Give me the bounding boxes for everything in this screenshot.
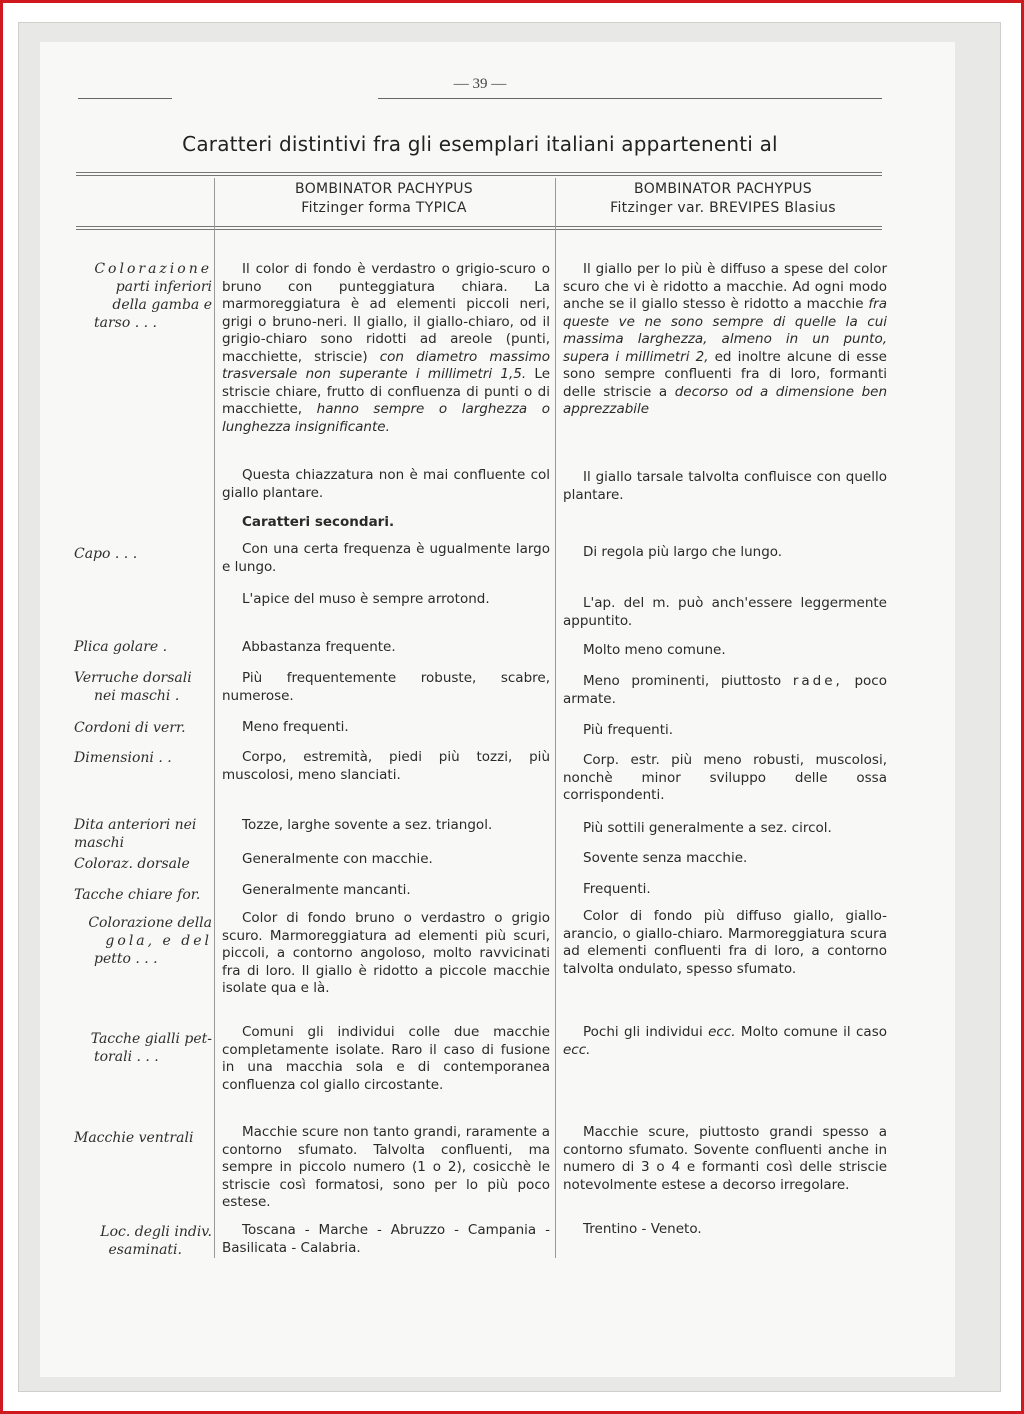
brevipes-verruche [563,673,887,708]
brevipes-tacche-gialli-d: ecc. [563,1041,591,1058]
caratteri-secondari-heading: Caratteri secondari. [242,514,395,530]
label-colorazione-dorsale: Coloraz. dorsale [74,856,190,872]
brevipes-tacche-gialli-b: ecc. [708,1024,736,1040]
typica-capo-p1: Con una certa frequenza è ugualmente largo e lungo. [222,541,550,575]
header-bottom-rule-double [76,229,882,230]
typica-plica: Abbastanza frequente. [242,639,396,655]
label-tacche-gialli-l1: Tacche gialli pet- [90,1031,212,1047]
brevipes-capo-p1: Di regola più largo che lungo. [583,544,783,560]
brevipes-colorazione-p1a: Il giallo per lo più è diffuso a spese del color scuro che vi è ridotto a macchie. Ad ogni modo anche se il giallo stesso è ridotto a macchie [563,261,887,312]
typica-localita: Toscana - Marche - Abruzzo - Campania - Basilicata - Calabria. [222,1222,550,1256]
brevipes-verruche-c: poco armate. [563,673,887,707]
typica-colorazione-p1c: Le striscie chiare, frutto di confluenza di punti o di macchiette, [222,366,550,417]
label-dita-l2: maschi [74,835,125,851]
label-dimensioni: Dimensioni . . [74,750,172,766]
brevipes-tacche-gialli-c: Molto comune il caso [735,1024,887,1040]
brevipes-colorazione-p1c: ed inoltre alcune di esse sono sempre confluenti fra di loro, formanti delle striscie a [563,348,887,400]
label-localita [74,1223,212,1259]
typica-cordoni: Meno frequenti. [242,719,349,735]
column-divider-1 [214,178,215,1258]
label-verruche [74,669,212,705]
brevipes-macchie: Macchie scure, piuttosto grandi spesso a contorno sfumato. Sovente confluenti anche in numero di 3 o 4 e formanti così delle striscie notevolmente estese a decorso irregolare. [563,1124,887,1193]
brevipes-dimensioni: Corp. estr. più meno robusti, muscolosi, nonchè minor sviluppo delle ossa corrispondenti. [563,752,887,803]
column-header-brevipes-line1: BOMBINATOR PACHYPUS [634,181,812,197]
label-tacche-chiare: Tacche chiare for. [74,887,201,903]
typica-gola: Color di fondo bruno o verdastro o grigio scuro. Marmoreggiatura ad elementi più scuri, piccoli, a contorno angoloso, molto ravvicinati fra di loro. Il giallo è ridotto a piccole macchie isolate qua e là. [222,910,550,996]
typica-macchie: Macchie scure non tanto grandi, raramente a contorno sfumato. Talvolta confluenti, ma sempre in piccolo numero (1 o 2), cosicchè le striscie così formatosi, sono per lo più poco estese. [222,1124,550,1210]
typica-colorazione-p1d: hanno sempre o larghezza o lunghezza insignificante. [222,401,551,435]
page-header [78,76,882,100]
typica-colorazione-p2: Questa chiazzatura non è mai confluente col giallo plantare. [222,467,550,501]
typica-colorazione-p1b: con diametro massimo trasversale non superante i millimetri 1,5. [222,348,550,382]
brevipes-capo-p2: L'ap. del m. può anch'essere leggermente appuntito. [563,595,887,629]
label-colorazione [74,260,212,332]
typica-dita: Tozze, larghe sovente a sez. triangol. [242,817,493,833]
brevipes-verruche-a: Meno prominenti, piuttosto [583,673,793,689]
label-localita-l1: Loc. degli indiv. [100,1224,212,1240]
typica-dorsale: Generalmente con macchie. [242,851,433,867]
page-title: Caratteri distintivi fra gli esemplari italiani appartenenti al [182,132,778,156]
label-verruche-l1: Verruche dorsali [74,670,192,686]
label-localita-l2: esaminati. [108,1242,182,1258]
brevipes-colorazione-p1b: fra queste ve ne sono sempre di quelle la cui massima larghezza, almeno in un punto, supera i millimetri 2, [563,296,887,365]
brevipes-dita: Più sottili generalmente a sez. circol. [583,820,832,836]
typica-colorazione-p1a: Il color di fondo è verdastro o grigio-scuro o bruno con punteggiatura chiara. La marmoreggiatura è ad elementi piccoli neri, grigi o bruno-neri. Il giallo, il giallo-chiaro, od il grigio-chiaro sono ridotti ad areole (punti, macchiette, striscie) [222,261,550,365]
brevipes-gola: Color di fondo più diffuso giallo, giallo-arancio, o giallo-chiaro. Marmoreggiatura scura ad elementi confluenti fra di loro, a contorno talvolta ondulato, spesso sfumato. [563,908,887,977]
header-rule-right [378,98,882,99]
label-tacche-gialli [74,1030,212,1066]
brevipes-tacche-gialli-a: Pochi gli individui [583,1024,709,1040]
label-plica-golare: Plica golare . [74,639,168,655]
typica-tacche-gialli: Comuni gli individui colle due macchie completamente isolate. Raro il caso di fusione in una macchia sola e di contemporanea confluenza col giallo circostante. [222,1024,550,1093]
header-bottom-rule [76,226,882,227]
column-header-brevipes [560,180,886,218]
brevipes-tacche-chiare: Frequenti. [583,881,651,897]
brevipes-colorazione-p1d: decorso od a dimensione ben apprezzabile [563,383,888,417]
typica-verruche: Più frequentemente robuste, scabre, numerose. [222,670,550,704]
label-colorazione-l1: Colorazione [94,261,212,277]
label-capo: Capo . . . [74,546,138,562]
label-gola-l3: petto . . . [94,951,158,967]
column-header-brevipes-line2: Fitzinger var. BREVIPES Blasius [610,200,836,216]
typica-dimensioni: Corpo, estremità, piedi più tozzi, più muscolosi, meno slanciati. [222,749,550,783]
brevipes-colorazione-p2: Il giallo tarsale talvolta confluisce con quello plantare. [563,469,887,503]
page-number: — 39 — [453,76,507,92]
label-colorazione-l4: tarso . . . [94,315,157,331]
label-gola [74,914,212,968]
label-dita [74,816,212,852]
brevipes-dorsale: Sovente senza macchie. [583,850,748,866]
typica-tacche-chiare: Generalmente mancanti. [242,882,411,898]
typica-colorazione-text [222,261,550,436]
table-top-rule-double [76,175,882,176]
header-rule-left [78,98,172,99]
label-dita-l1: Dita anteriori nei [74,817,197,833]
brevipes-localita: Trentino - Veneto. [583,1221,702,1237]
label-tacche-gialli-l2: torali . . . [94,1049,159,1065]
label-cordoni: Cordoni di verr. [74,720,186,736]
brevipes-tacche-gialli [563,1024,887,1059]
brevipes-plica: Molto meno comune. [583,642,726,658]
label-gola-l2: gola, e del [105,933,212,949]
brevipes-colorazione-text [563,261,887,419]
table-top-rule [76,172,882,173]
label-macchie-ventrali: Macchie ventrali [74,1130,194,1146]
label-verruche-l2: nei maschi . [94,688,180,704]
column-header-typica-line1: BOMBINATOR PACHYPUS [295,181,473,197]
label-gola-l1: Colorazione della [88,915,212,931]
brevipes-verruche-b: rade, [792,673,843,689]
column-header-typica-line2: Fitzinger forma TYPICA [301,200,467,216]
label-colorazione-l3: della gamba e [112,297,212,313]
label-colorazione-l2: parti inferiori [115,279,212,295]
column-divider-2 [555,178,556,1258]
column-header-typica [222,180,546,218]
typica-capo-p2: L'apice del muso è sempre arrotond. [242,591,490,607]
brevipes-cordoni: Più frequenti. [583,722,674,738]
